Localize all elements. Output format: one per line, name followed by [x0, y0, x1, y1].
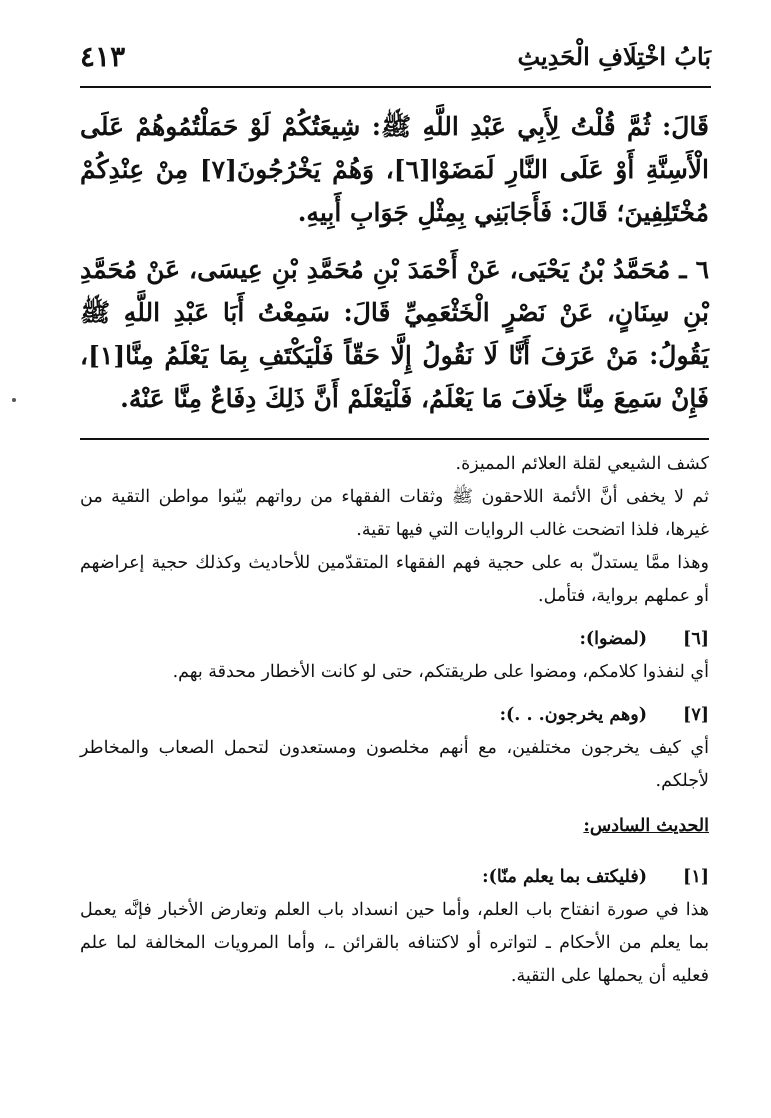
footnote-heading — [80, 699, 709, 732]
footnote-number: [٧] — [683, 705, 709, 725]
footnote-body: أي كيف يخرجون مختلفين، مع أنهم مخلصون ومستعدون لتحمل الصعاب والمخاطر لأجلكم. — [80, 738, 709, 791]
footnote-body: أي لنفذوا كلامكم، ومضوا على طريقتكم، حتى لو كانت الأخطار محدقة بهم. — [172, 662, 709, 682]
footnote-rule — [80, 438, 709, 440]
chapter-title: بَابُ اخْتِلَافِ الْحَدِيثِ — [517, 42, 711, 71]
main-text — [80, 105, 709, 420]
footnote-continuation: ثم لا يخفى أنَّ الأئمة اللاحقون ﷺ وثقات الفقهاء من رواتهم بيّنوا مواطن التقية من غيرها، فلذا اتضحت غالب الروايات التي فيها تقية. — [80, 487, 709, 540]
footnote-item — [80, 623, 709, 689]
footnote-term: (فليكتف بما يعلم منّا): — [482, 867, 647, 887]
footnote-term: (وهم يخرجون. . .): — [499, 705, 647, 725]
footnote-heading — [80, 623, 709, 656]
margin-dot — [12, 398, 16, 402]
footnote-item — [80, 861, 709, 993]
page-number: ٤١٣ — [80, 40, 126, 73]
hadith-paragraph: قَالَ: ثُمَّ قُلْتُ لِأَبِي عَبْدِ اللَّهِ ﷺ: شِيعَتُكُمْ لَوْ حَمَلْتُمُوهُمْ عَلَى الْأَسِنَّةِ أَوْ عَلَى النَّارِ لَمَضَوْا[٦]، وَهُمْ يَخْرُجُونَ[٧] مِنْ عِنْدِكُمْ مُخْتَلِفِينَ؛ قَالَ: فَأَجَابَنِي بِمِثْلِ جَوَابِ أَبِيهِ. — [80, 112, 710, 227]
footnote-continuation: وهذا ممَّا يستدلّ به على حجية فهم الفقهاء المتقدّمين للأحاديث وكذلك حجية إعراضهم أو عملهم برواية، فتأمل. — [80, 553, 709, 606]
footnote-heading — [80, 861, 709, 894]
footnote-number: [٦] — [683, 629, 709, 649]
footnote-term: (لمضوا): — [579, 629, 647, 649]
section-title: الحديث السادس: — [583, 816, 709, 836]
footnote-item — [80, 699, 709, 798]
footnote-continuation: كشف الشيعي لقلة العلائم المميزة. — [455, 454, 709, 474]
page-header — [80, 40, 711, 80]
hadith-paragraph: ٦ ـ مُحَمَّدُ بْنُ يَحْيَى، عَنْ أَحْمَدَ بْنِ مُحَمَّدِ بْنِ عِيسَى، عَنْ مُحَمَّدِ بْنِ سِنَانٍ، عَنْ نَصْرٍ الْخَثْعَمِيِّ قَالَ: سَمِعْتُ أَبَا عَبْدِ اللَّهِ ﷺ يَقُولُ: مَنْ عَرَفَ أَنَّا لَا نَقُولُ إِلَّا حَقّاً فَلْيَكْتَفِ بِمَا يَعْلَمُ مِنَّا[١]، فَإِنْ سَمِعَ مِنَّا خِلَافَ مَا يَعْلَمُ، فَلْيَعْلَمْ أَنَّ ذَلِكَ دِفَاعٌ مِنَّا عَنْهُ. — [80, 255, 709, 413]
footnote-body: هذا في صورة انفتاح باب العلم، وأما حين انسداد باب العلم وتعارض الأخبار فإنَّه يعمل بما يعلم من الأحكام ـ لتواتره أو لاكتنافه بالقرائن ـ، وأما المرويات المخالفة لما علم فعليه أن يحملها على التقية. — [80, 900, 709, 986]
footnotes — [80, 448, 709, 993]
header-rule — [80, 86, 711, 88]
footnote-number: [١] — [683, 867, 709, 887]
